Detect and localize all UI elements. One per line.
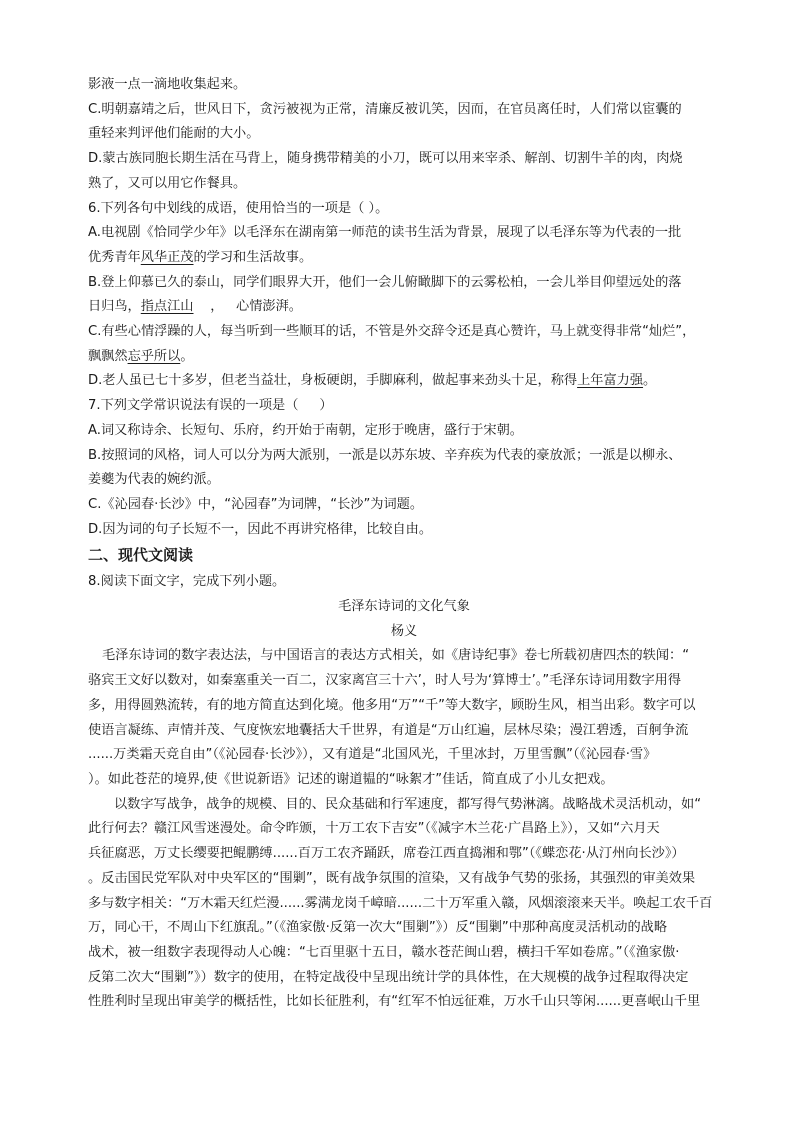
article-title: 毛泽东诗词的文化气象 [338,599,470,615]
paragraph-2-line: 战术，被一组数字表现得动人心魄：“七百里驱十五日，赣水苍茫闽山碧，横扫千军如卷席。”（《渔家傲· [88,944,680,960]
text-segment: 日归鸟， [88,299,141,315]
paragraph-1-line: ......万类霜天竞自由”（《沁园春·长沙》），又有道是“北国风光，千里冰封，万里雪飘”（《沁园春·雪》 [88,747,657,763]
q7-option-c: C.《沁园春·长沙》中，“沁园春”为词牌，“长沙”为词题。 [88,496,424,512]
paragraph-1-line: 毛泽东诗词的数字表达法，与中国语言的表达方式相关，如《唐诗纪事》卷七所载初唐四杰的轶闻：“ [102,648,690,664]
text-segment: D.老人虽已七十多岁，但老当益壮，身板硬朗，手脚麻利，做起事来劲头十足，称得 [88,373,578,389]
paragraph-2-line: 。反击国民党军队对中央军区的“围剿”，既有战争氛围的渲染，又有战争气势的张扬，其强烈的审美效果 [88,870,696,886]
question-7-stem: 7.下列文学常识说法有误的一项是（ ） [88,398,333,414]
underlined-idiom: 上年富力强 [577,373,644,389]
paragraph-2-line: 此行何去？赣江风雪迷漫处。命令昨颁，十万工农下吉安”（《减字木兰花·广昌路上》），又如“六月天 [88,821,660,837]
q6-option-b-continuation [88,295,720,320]
q7-option-b: B.按照词的风格，词人可以分为两大派别，一派是以苏东坡、辛弃疾为代表的豪放派；一派是以柳永、 [88,447,682,463]
q6-option-c-continuation [88,345,720,370]
question-8-stem: 8.阅读下面文字，完成下列小题。 [88,574,286,590]
paragraph-2-line: 反第二次大“围剿”》）数字的使用，在特定战役中呈现出统计学的具体性，在大规模的战争过程取得决定 [88,969,689,985]
paragraph-1-line: 使语言凝练、声情并茂、气度恢宏地囊括大千世界，有道是“万山红遍，层林尽染；漫江碧透，百舸争流 [88,722,689,738]
article-author: 杨义 [390,623,418,639]
question-6-stem: 6.下列各句中划线的成语，使用恰当的一项是（ ）。 [88,200,389,216]
option-c-continuation: 重轻来判评他们能耐的大小。 [88,126,260,142]
text-segment: 优秀青年 [88,249,141,265]
q6-option-d [88,369,720,394]
paragraph-2-line: 万，同心干，不周山下红旗乱。”（《渔家傲·反第一次大“围剿”》）反“围剿”中那种高度灵活机动的战略 [88,920,668,936]
option-c-line: C.明朝嘉靖之后，世风日下，贪污被视为正常，清廉反被讥笑，因而，在官员离任时，人们常以宦囊的 [88,101,682,117]
paragraph-1-line: 骆宾王文好以数对，如秦塞重关一百二，汉家离宫三十六’，时人号为‘算博士’。”毛泽东诗词用数字用得 [88,673,682,689]
q6-option-b: B.登上仰慕已久的泰山，同学们眼界大开，他们一会儿俯瞰脚下的云雾松柏，一会儿举目仰望远处的落 [88,274,682,290]
paragraph-2-line: 性胜利时呈现出审美学的概括性，比如长征胜利，有“红军不怕远征难，万水千山只等闲......更喜岷山千里 [88,994,701,1010]
underlined-idiom: 忘乎所以 [127,348,181,364]
paragraph-2-line: 多与数字相关：“万木霜天红烂漫......雾满龙岗千嶂暗......二十万军重入赣，风烟滚滚来天半。唤起工农千百 [88,895,713,911]
paragraph-1-line: 多，用得圆熟流转，有的地方简直达到化境。他多用“万”“千”等大数字，顾盼生风，相当出彩。数字可以 [88,697,696,713]
text-segment: ， 心情澎湃。 [193,299,302,315]
q6-option-a-continuation [88,246,720,271]
option-d-continuation: 熟了，又可以用它作餐具。 [88,175,247,191]
text-segment: 。 [643,373,657,389]
section-heading: 二、现代文阅读 [88,546,194,565]
paragraph-2-line: 以数字写战争，战争的规模、目的、民众基础和行军速度，都写得气势淋漓。战略战术灵活机动，如“ [114,796,702,812]
text-segment: 的学习和生活故事。 [193,249,313,265]
q6-option-a: A.电视剧《恰同学少年》以毛泽东在湖南第一师范的读书生活为背景，展现了以毛泽东等为代表的一批 [88,225,682,241]
text-segment: 飘飘然 [88,348,128,364]
q7-option-d: D.因为词的句子长短不一，因此不再讲究格律，比较自由。 [88,521,433,537]
q7-option-b-continuation: 姜夔为代表的婉约派。 [88,472,220,488]
paragraph-1-line: ）。如此苍茫的境界,使《世说新语》记述的谢道韫的“咏絮才”佳话，简直成了小儿女把戏。 [88,771,614,787]
underlined-idiom: 指点江山 [140,299,194,315]
text-line: 影液一点一滴地收集起来。 [88,77,247,92]
q6-option-c: C.有些心情浮躁的人，每当听到一些顺耳的话，不管是外交辞令还是真心赞许，马上就变得非常“灿烂”， [88,324,696,340]
q7-option-a: A.词又称诗余、长短句、乐府，约开始于南朝，定形于晚唐，盛行于宋朝。 [88,422,523,438]
underlined-idiom: 风华正茂 [140,249,194,265]
text-segment: 。 [180,348,194,364]
document-body [88,73,720,1015]
option-d-line: D.蒙古族同胞长期生活在马背上，随身携带精美的小刀，既可以用来宰杀、解剖、切割牛羊的肉，肉烧 [88,151,683,167]
paragraph-2-line: 兵征腐恶，万丈长缨要把鲲鹏缚......百万工农齐踊跃，席卷江西直捣湘和鄂”（《蝶恋花·从汀州向长沙》） [88,846,685,862]
